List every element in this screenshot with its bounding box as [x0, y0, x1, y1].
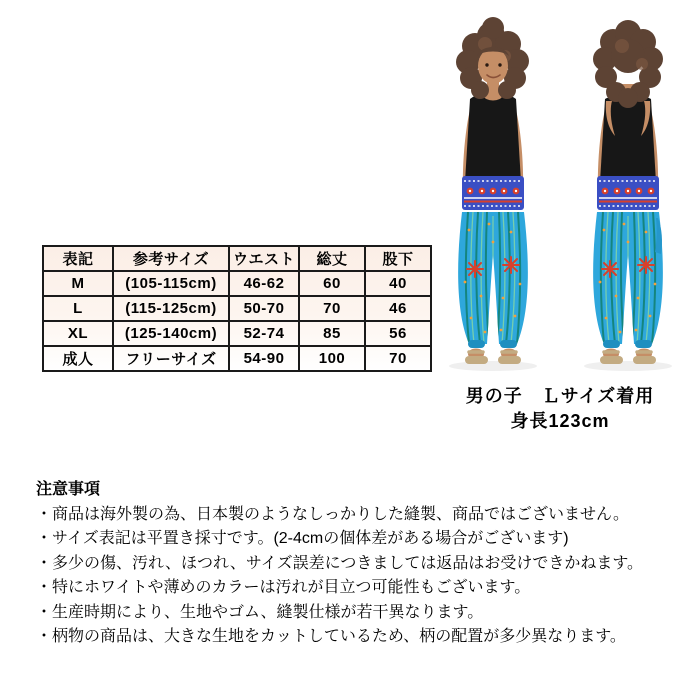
size-table	[42, 245, 432, 372]
size-cell: L	[43, 296, 113, 321]
size-cell: 52-74	[229, 321, 299, 346]
table-row-l	[43, 296, 431, 321]
table-row-adult	[43, 346, 431, 371]
note-item: ・生産時期により、生地やゴム、縫製仕様が若干異なります。	[36, 603, 484, 621]
model-photo-back	[584, 20, 672, 371]
model-height-caption: 身長123cm	[510, 411, 610, 431]
size-cell: (125-140cm)	[113, 321, 229, 346]
model-size-caption: 男の子 Ｌサイズ着用	[465, 386, 655, 406]
size-cell: M	[43, 271, 113, 296]
note-item: ・特にホワイトや薄めのカラーは汚れが目立つ可能性もございます。	[36, 579, 531, 596]
floor-shadow	[449, 361, 537, 371]
col-header-waist: ウエスト	[229, 246, 299, 271]
size-cell: 46	[365, 296, 431, 321]
table-row-m	[43, 271, 431, 296]
notes-title: 注意事項	[36, 481, 101, 498]
note-item: ・商品は海外製の為、日本製のようなしっかりした縫製、商品ではございません。	[36, 505, 629, 523]
col-header-length: 総丈	[299, 246, 365, 271]
size-cell: XL	[43, 321, 113, 346]
size-cell: フリーサイズ	[113, 346, 229, 371]
tank-top	[465, 92, 521, 183]
col-header-reference: 参考サイズ	[113, 246, 229, 271]
note-item: ・サイズ表記は平置き採寸です。(2-4cmの個体差がある場合がございます)	[36, 530, 569, 547]
size-cell: (115-125cm)	[113, 296, 229, 321]
size-cell: 70	[365, 346, 431, 371]
col-header-inseam: 股下	[365, 246, 431, 271]
size-cell: 40	[365, 271, 431, 296]
size-cell: 56	[365, 321, 431, 346]
curly-hair-back	[593, 20, 663, 108]
size-cell: 50-70	[229, 296, 299, 321]
tank-top-racerback	[600, 95, 656, 182]
size-cell: 100	[299, 346, 365, 371]
note-item: ・多少の傷、汚れ、ほつれ、サイズ誤差につきましては返品はお受けできかねます。	[36, 554, 644, 572]
floor-shadow	[584, 361, 672, 371]
size-cell: 85	[299, 321, 365, 346]
note-item: ・柄物の商品は、大きな生地をカットしているため、柄の配置が多少異なります。	[36, 628, 626, 645]
size-cell: 成人	[43, 346, 113, 371]
notes-section	[36, 478, 696, 650]
model-photo-front	[449, 17, 537, 371]
size-cell: (105-115cm)	[113, 271, 229, 296]
size-cell: 54-90	[229, 346, 299, 371]
model-caption	[420, 384, 700, 434]
size-cell: 60	[299, 271, 365, 296]
size-table-header-row	[43, 246, 431, 271]
table-row-xl	[43, 321, 431, 346]
model-photos	[423, 6, 700, 380]
col-header-notation: 表記	[43, 246, 113, 271]
size-cell: 70	[299, 296, 365, 321]
size-cell: 46-62	[229, 271, 299, 296]
